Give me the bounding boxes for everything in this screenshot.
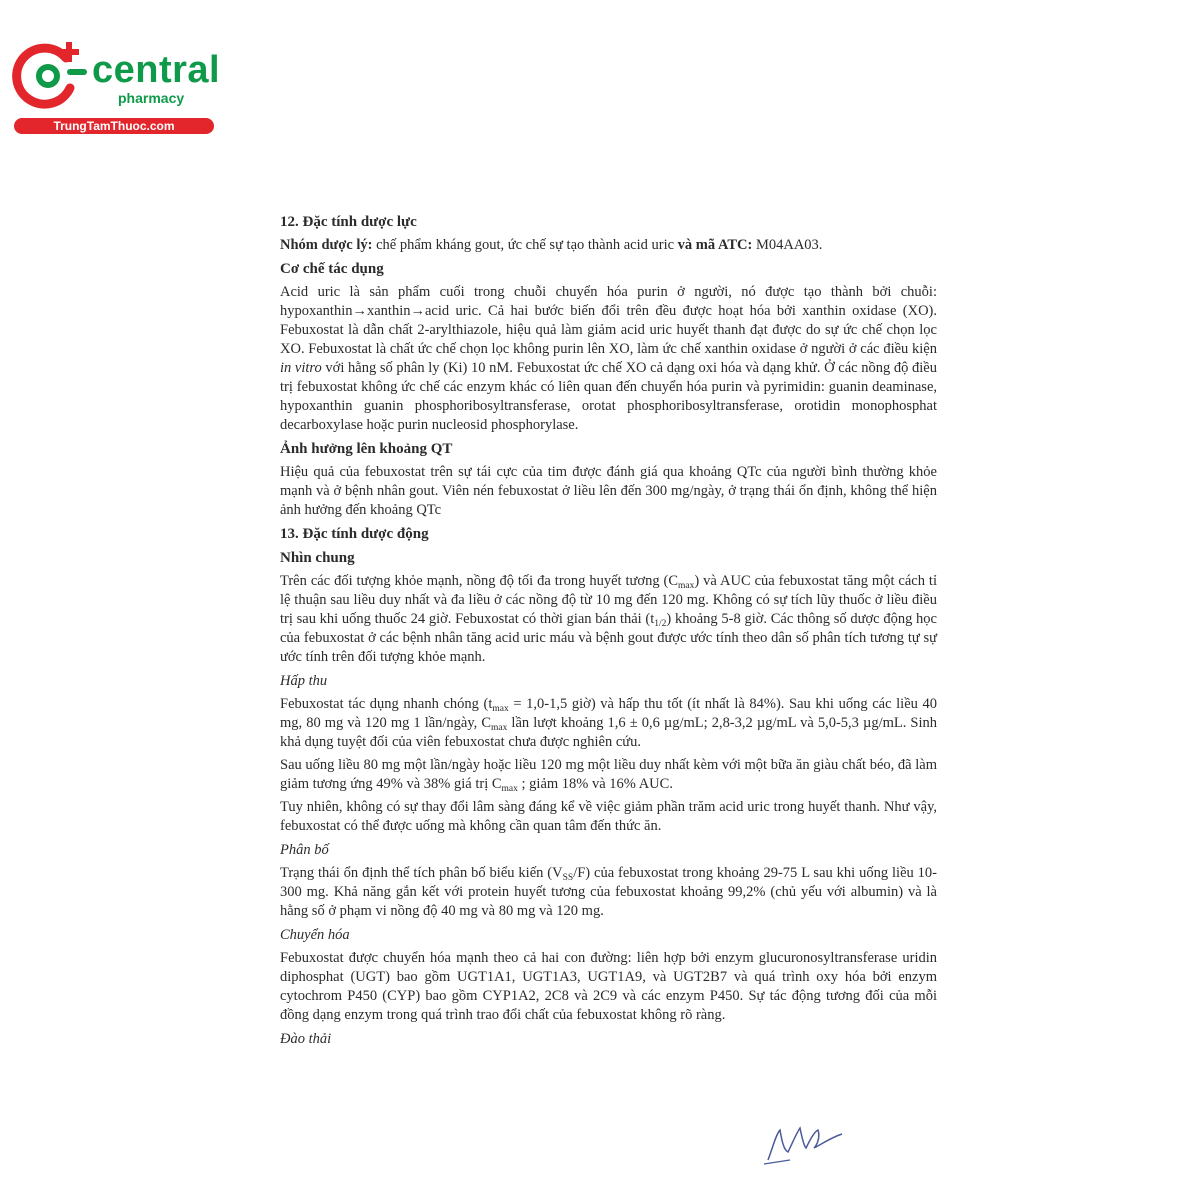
absorption-paragraph-1 bbox=[280, 695, 937, 752]
absorption-text-3: lần lượt khoảng 1,6 ± 0,6 µg/mL; 2,8-3,2 µg/mL và 5,0-5,3 µg/mL. Sinh khả dụng tuyệt đối của viên febuxostat chưa được nghiên cứu. bbox=[280, 715, 937, 750]
distribution-paragraph bbox=[280, 864, 937, 921]
qt-title: Ảnh hưởng lên khoảng QT bbox=[280, 441, 453, 457]
metabolism-paragraph: Febuxostat được chuyển hóa mạnh theo cả hai con đường: liên hợp bởi enzym glucuronosyltransferase uridin diphosphat (UGT) bao gồm UGT1A1, UGT1A3, UGT1A9, và UGT2B7 và quá trình oxy hóa bởi enzym cytochrom P450 (CYP) bao gồm CYP1A2, 2C8 và 2C9 và các enzym P450. Sự tác động tương đối của mỗi đồng dạng enzym trong quá trình trao đổi chất của febuxostat không rõ ràng. bbox=[280, 950, 937, 1023]
general-text-3: ) khoảng 5-8 giờ. Các thông số dược động học của febuxostat ở các bệnh nhân tăng acid uric máu và bệnh gout được ước tính theo dân số phân tích tương tự sự ước tính trên đối tượng khỏe mạnh. bbox=[280, 611, 937, 665]
subscript-ss: SS bbox=[562, 873, 574, 883]
general-text-2: ) và AUC của febuxostat tăng một cách tỉ lệ thuận sau liều duy nhất và đa liều ở các nồng độ từ 10 mg đến 120 mg. Không có sự tích lũy thuốc ở liều điều trị sau khi uống thuốc 24 giờ. Febuxostat có thời gian bán thải (t bbox=[280, 573, 937, 627]
mechanism-text-1: Acid uric là sản phẩm cuối trong chuỗi chuyển hóa purin ở người, nó được tạo thành bởi chuỗi: hypoxanthin→xanthin→acid uric. Cả hai bước biến đổi trên đều được hoạt hóa bởi xanthin oxidase (XO). Febuxostat là dẫn chất 2-arylthiazole, hiệu quả làm giảm acid uric huyết thanh đạt được do sự ức chế chọn lọc XO. Febuxostat là chất ức chế chọn lọc không purin lên XO, làm ức chế xanthin oxidase ở người ở các điều kiện bbox=[280, 284, 937, 357]
absorption2-text-2: ; giảm 18% và 16% AUC. bbox=[517, 776, 673, 792]
absorption2-text-1: Sau uống liều 80 mg một lần/ngày hoặc liều 120 mg một liều duy nhất kèm với một bữa ăn giàu chất béo, đã làm giảm tương ứng 49% và 38% giá trị C bbox=[280, 757, 937, 792]
metabolism-title: Chuyển hóa bbox=[280, 927, 350, 943]
brand-site-banner: TrungTamThuoc.com bbox=[14, 118, 214, 134]
absorption-text-1: Febuxostat tác dụng nhanh chóng (t bbox=[280, 696, 493, 712]
distribution-text-2: /F) của febuxostat trong khoảng 29-75 L sau khi uống liều 10-300 mg. Khả năng gắn kết với protein huyết tương của febuxostat khoảng 99,2% (chủ yếu với albumin) và là hằng số ở phạm vi nồng độ 40 mg và 80 mg và 120 mg. bbox=[280, 865, 938, 919]
elimination-title: Đào thải bbox=[280, 1031, 332, 1047]
distribution-title: Phân bố bbox=[280, 842, 329, 858]
general-title: Nhìn chung bbox=[280, 550, 355, 566]
general-paragraph bbox=[280, 572, 937, 667]
qt-paragraph: Hiệu quả của febuxostat trên sự tái cực của tim được đánh giá qua khoảng QTc của người bình thường khỏe mạnh và ở bệnh nhân gout. Viên nén febuxostat ở liều lên đến 300 mg/ngày, ở trạng thái ổn định, không thể hiện ảnh hưởng đến khoảng QTc bbox=[280, 464, 937, 518]
brand-logo bbox=[8, 36, 228, 136]
group-and: và mã ATC: bbox=[677, 237, 753, 253]
subscript-cmax: max bbox=[491, 723, 508, 733]
mechanism-paragraph bbox=[280, 283, 937, 435]
subscript-cmax-2: max bbox=[501, 784, 518, 794]
section-12-title: 12. Đặc tính dược lực bbox=[280, 214, 417, 230]
absorption-paragraph-2 bbox=[280, 756, 937, 794]
subscript-half: 1/2 bbox=[654, 619, 667, 629]
in-vitro-text: in vitro bbox=[280, 360, 322, 376]
absorption-paragraph-3: Tuy nhiên, không có sự thay đổi lâm sàng đáng kể về việc giảm phần trăm acid uric trong huyết thanh. Như vậy, febuxostat có thể được uống mà không cần quan tâm đến thức ăn. bbox=[280, 799, 937, 834]
general-text-1: Trên các đối tượng khỏe mạnh, nồng độ tối đa trong huyết tương (C bbox=[280, 573, 679, 589]
mechanism-text-2: với hằng số phân ly (Ki) 10 nM. Febuxostat ức chế XO cả dạng oxi hóa và dạng khử. Ở các nồng độ điều trị febuxostat không ức chế các enzym khác có liên quan đến chuyển hóa purin và pyrimidin: guanin deaminase, hypoxanthin guanin phosphoribosyltransferase, orotat phosphoribosyltransferase, orotidin monophosphat decarboxylase hoặc purin nucleosid phosphorylase. bbox=[280, 360, 937, 433]
absorption-title: Hấp thu bbox=[280, 673, 328, 689]
document-page bbox=[280, 212, 937, 1053]
subscript-max: max bbox=[678, 581, 695, 591]
central-logo-icon bbox=[8, 36, 92, 116]
handwritten-signature-icon bbox=[760, 1120, 850, 1166]
brand-sub: pharmacy bbox=[118, 90, 185, 106]
distribution-text-1: Trạng thái ổn định thể tích phân bố biểu kiến (V bbox=[280, 865, 563, 881]
group-label: Nhóm dược lý: bbox=[280, 237, 373, 253]
section-13-title: 13. Đặc tính dược động bbox=[280, 526, 429, 542]
absorption-text-2: = 1,0-1,5 giờ) và hấp thu tốt (ít nhất là 84%). Sau khi uống các liều 40 mg, 80 mg và 120 mg 1 lần/ngày, C bbox=[280, 696, 938, 731]
atc-code: M04AA03. bbox=[752, 237, 823, 253]
brand-name: central bbox=[92, 49, 221, 91]
group-text: chế phẩm kháng gout, ức chế sự tạo thành acid uric bbox=[372, 237, 678, 253]
pharmacologic-group bbox=[280, 236, 937, 255]
subscript-tmax: max bbox=[492, 704, 509, 714]
mechanism-title: Cơ chế tác dụng bbox=[280, 261, 384, 277]
